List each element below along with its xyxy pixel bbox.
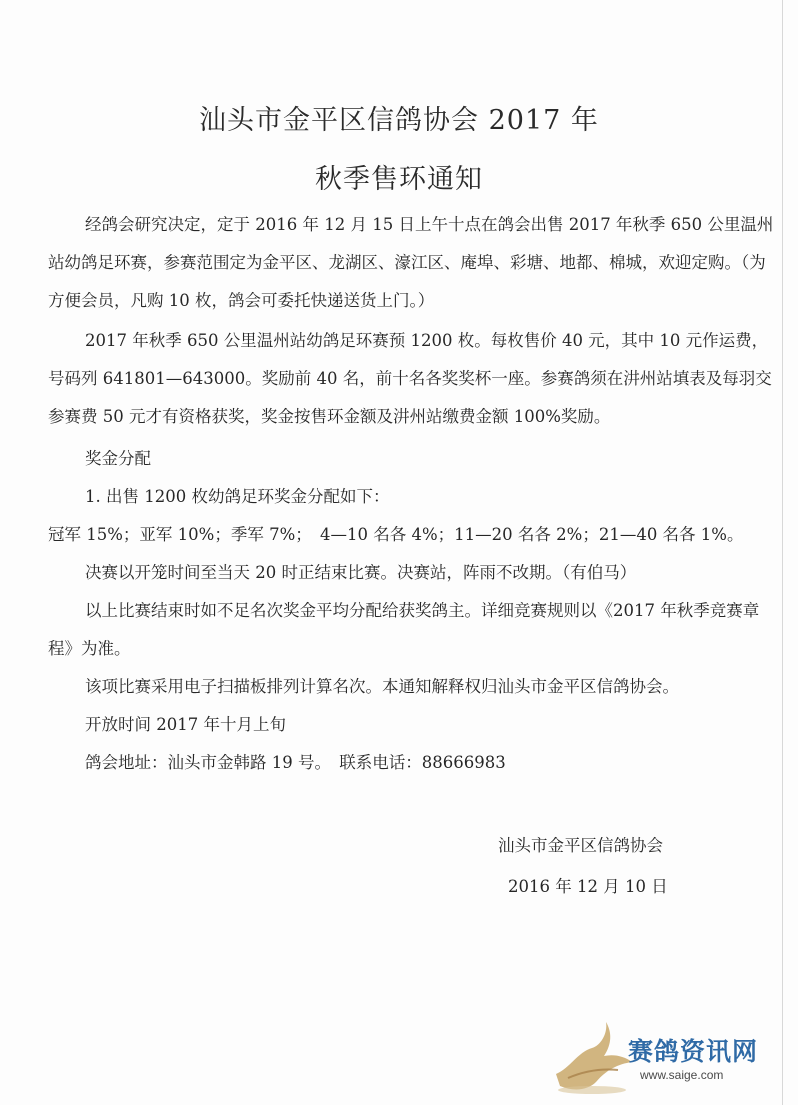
- document-title-line-1: 汕头市金平区信鸽协会 2017 年: [199, 105, 599, 136]
- signature-organization: 汕头市金平区信鸽协会: [498, 836, 663, 855]
- watermark-url: www.saige.com: [640, 1068, 724, 1082]
- awards-heading: 奖金分配: [85, 449, 151, 468]
- contact-address: 鸽会地址：汕头市金韩路 19 号。 联系电话：88666983: [85, 753, 506, 772]
- paragraph-decision: 经鸽会研究决定，定于 2016 年 12 月 15 日上午十点在鸽会出售 2017 年秋季 650 公里温州站幼鸽足环赛，参赛范围定为金平区、龙湖区、濠江区、庵埠、彩塘、地都、棉城，欢迎定购。（为方便会员，凡购 10 枚，鸽会可委托快递送货上门。）: [48, 215, 774, 310]
- scanning-rule: 该项比赛采用电子扫描板排列计算名次。本通知解释权归汕头市金平区信鸽协会。: [85, 677, 679, 696]
- prize-distribution: 冠军 15%；亚军 10%；季军 7%； 4—10 名各 4%；11—20 名各 2%；21—40 名各 1%。: [48, 525, 744, 544]
- open-time: 开放时间 2017 年十月上旬: [85, 715, 286, 734]
- document-title-line-2: 秋季售环通知: [315, 164, 483, 195]
- pigeon-logo-icon: [548, 1012, 638, 1098]
- watermark-brand: 赛鸽资讯网: [628, 1037, 759, 1066]
- paragraph-ring-details: 2017 年秋季 650 公里温州站幼鸽足环赛预 1200 枚。每枚售价 40 元，其中 10 元作运费，号码列 641801—643000。奖励前 40 名，前十名各奖奖杯一座。参赛鸽须在汫州站填表及每羽交参赛费 50 元才有资格获奖，奖金按售环金额及汫州站缴费金额 100%奖励。: [48, 331, 772, 426]
- final-race-rule: 决赛以开笼时间至当天 20 时正结束比赛。决赛站，阵雨不改期。（有伯马）: [85, 563, 637, 582]
- signature-date: 2016 年 12 月 10 日: [508, 877, 668, 896]
- remaining-prize-rule: 以上比赛结束时如不足名次奖金平均分配给获奖鸽主。详细竞赛规则以《2017 年秋季竞赛章程》为准。: [48, 601, 760, 658]
- watermark: [548, 1012, 788, 1098]
- awards-item-1: 1. 出售 1200 枚幼鸽足环奖金分配如下：: [85, 487, 390, 506]
